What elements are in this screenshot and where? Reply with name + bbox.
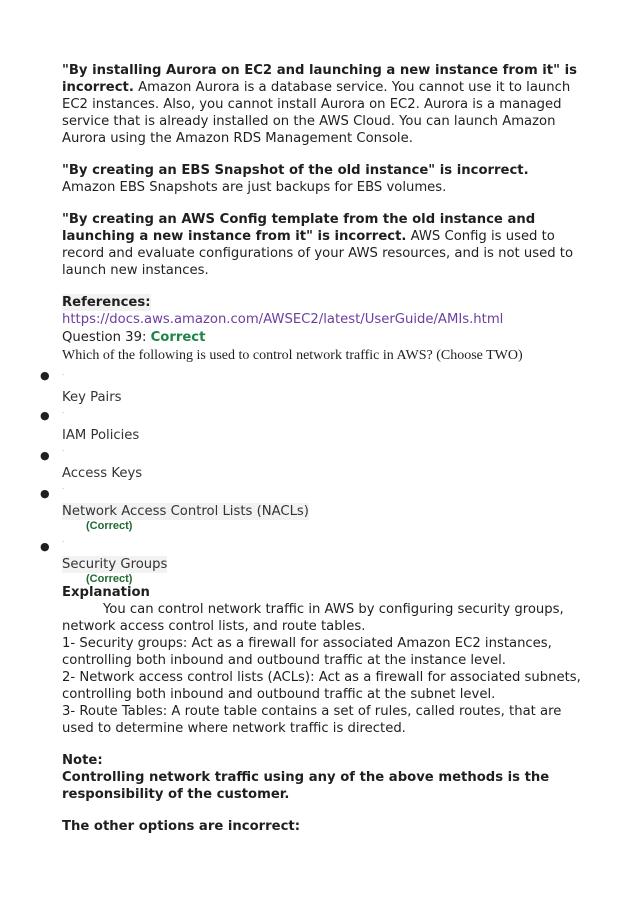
bullet-icon: ● bbox=[40, 487, 50, 500]
paragraph-aurora-heading: "By installing Aurora on EC2 and launching a new instance from it" is incorrect. bbox=[62, 63, 577, 95]
paragraph-ebs-body: Amazon EBS Snapshots are just backups for EBS volumes. bbox=[62, 180, 447, 195]
note-label: Note: bbox=[62, 753, 103, 768]
explanation-title: Explanation bbox=[62, 585, 150, 600]
option-item[interactable] bbox=[40, 369, 582, 408]
bullet-icon: ● bbox=[40, 409, 50, 422]
option-label: Key Pairs bbox=[62, 390, 122, 405]
paragraph-config bbox=[62, 211, 582, 279]
option-marker: . bbox=[62, 483, 65, 491]
option-label: Access Keys bbox=[62, 466, 143, 481]
option-item[interactable] bbox=[40, 483, 582, 537]
references-section bbox=[62, 294, 582, 328]
paragraph-aurora bbox=[62, 62, 582, 147]
explanation-point: 1- Security groups: Act as a firewall for associated Amazon EC2 instances, controlling both inbound and outbound traffic at the instance level. bbox=[62, 636, 552, 668]
bullet-icon: ● bbox=[40, 369, 50, 382]
question-text: Which of the following is used to control network traffic in AWS? (Choose TWO) bbox=[62, 348, 523, 363]
option-marker: . bbox=[62, 536, 65, 544]
option-item[interactable] bbox=[40, 445, 582, 484]
option-item[interactable] bbox=[40, 407, 582, 446]
references-label: References: bbox=[62, 295, 151, 310]
explanation-point: 2- Network access control lists (ACLs): Act as a firewall for associated subnets, controlling both inbound and outbound traffic at the subnet level. bbox=[62, 670, 581, 702]
option-label: Security Groups bbox=[62, 557, 168, 572]
option-marker: . bbox=[62, 407, 65, 415]
paragraph-ebs bbox=[62, 162, 582, 196]
reference-link[interactable]: https://docs.aws.amazon.com/AWSEC2/latest/UserGuide/AMIs.html bbox=[62, 312, 504, 327]
option-marker: . bbox=[62, 445, 65, 453]
question-number: Question 39: bbox=[62, 330, 151, 345]
correct-tag: (Correct) bbox=[86, 573, 133, 585]
explanation-section bbox=[62, 584, 582, 835]
correct-tag: (Correct) bbox=[86, 520, 133, 532]
paragraph-config-body: AWS Config is used to record and evaluate configurations of your AWS resources, and is not used to launch new instances. bbox=[62, 229, 574, 278]
other-options-heading: The other options are incorrect: bbox=[62, 819, 300, 834]
note-text: Controlling network traffic using any of the above methods is the responsibility of the customer. bbox=[62, 770, 550, 802]
paragraph-config-heading: "By creating an AWS Config template from the old instance and launching a new instance from it" is incorrect. bbox=[62, 212, 536, 244]
options-list bbox=[40, 369, 582, 585]
bullet-icon: ● bbox=[40, 449, 50, 462]
option-item[interactable] bbox=[40, 536, 582, 585]
explanation-point: 3- Route Tables: A route table contains a set of rules, called routes, that are used to determine where network traffic is directed. bbox=[62, 704, 562, 736]
option-label: IAM Policies bbox=[62, 428, 140, 443]
bullet-icon: ● bbox=[40, 540, 50, 553]
explanation-intro: You can control network traffic in AWS by configuring security groups, network access control lists, and route tables. bbox=[62, 602, 564, 634]
question-header bbox=[62, 329, 582, 346]
option-label: Network Access Control Lists (NACLs) bbox=[62, 504, 309, 519]
paragraph-aurora-body: Amazon Aurora is a database service. You cannot use it to launch EC2 instances. Also, you cannot install Aurora on EC2. Aurora is a managed service that is already installed on the AWS Cloud. You can launch Amazon Aurora using the Amazon RDS Management Console. bbox=[62, 80, 571, 146]
document-page bbox=[40, 62, 582, 835]
question-status: Correct bbox=[150, 330, 206, 345]
option-marker: . bbox=[62, 369, 65, 377]
paragraph-ebs-heading: "By creating an EBS Snapshot of the old instance" is incorrect. bbox=[62, 163, 529, 178]
